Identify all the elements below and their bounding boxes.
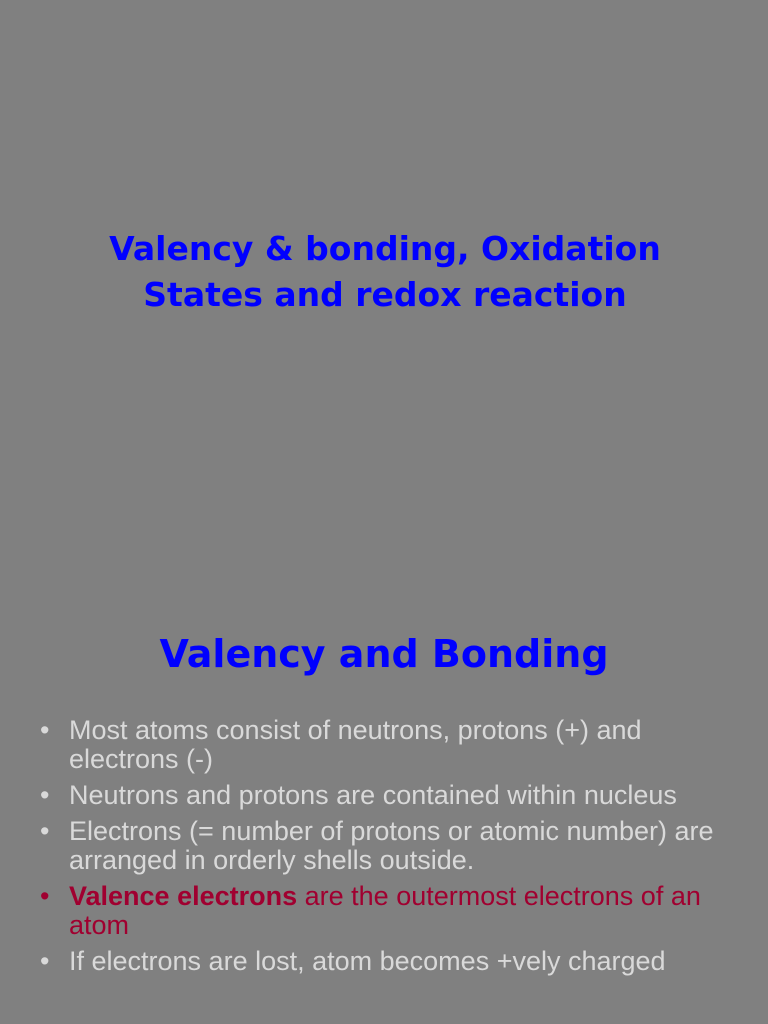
bullet-marker: • [40,816,50,846]
bullet-text: If electrons are lost, atom becomes +vely charged [69,946,666,976]
bullet-item [0,716,768,774]
bullet-item [0,947,768,976]
bullet-list [0,716,768,983]
bullet-text: Neutrons and protons are contained within nucleus [69,780,677,810]
slide-title [40,226,730,318]
section-title: Valency and Bonding [159,632,609,676]
bullet-marker: • [40,881,50,911]
bullet-item [0,817,768,875]
bullet-marker: • [40,946,50,976]
bullet-bold-term: Valence electrons [69,881,298,911]
bullet-text: are the outermost electrons of an atom [69,881,701,940]
bullet-text: Most atoms consist of neutrons, protons (+) and electrons (-) [69,715,642,774]
bullet-item-highlighted [0,882,768,940]
bullet-text: Electrons (= number of protons or atomic number) are arranged in orderly shells outside. [69,816,714,875]
bullet-marker: • [40,715,50,745]
bullet-marker: • [40,780,50,810]
slide-title-line-2: States and redox reaction [143,275,627,314]
slide-title-line-1: Valency & bonding, Oxidation [109,229,661,268]
bullet-item [0,781,768,810]
